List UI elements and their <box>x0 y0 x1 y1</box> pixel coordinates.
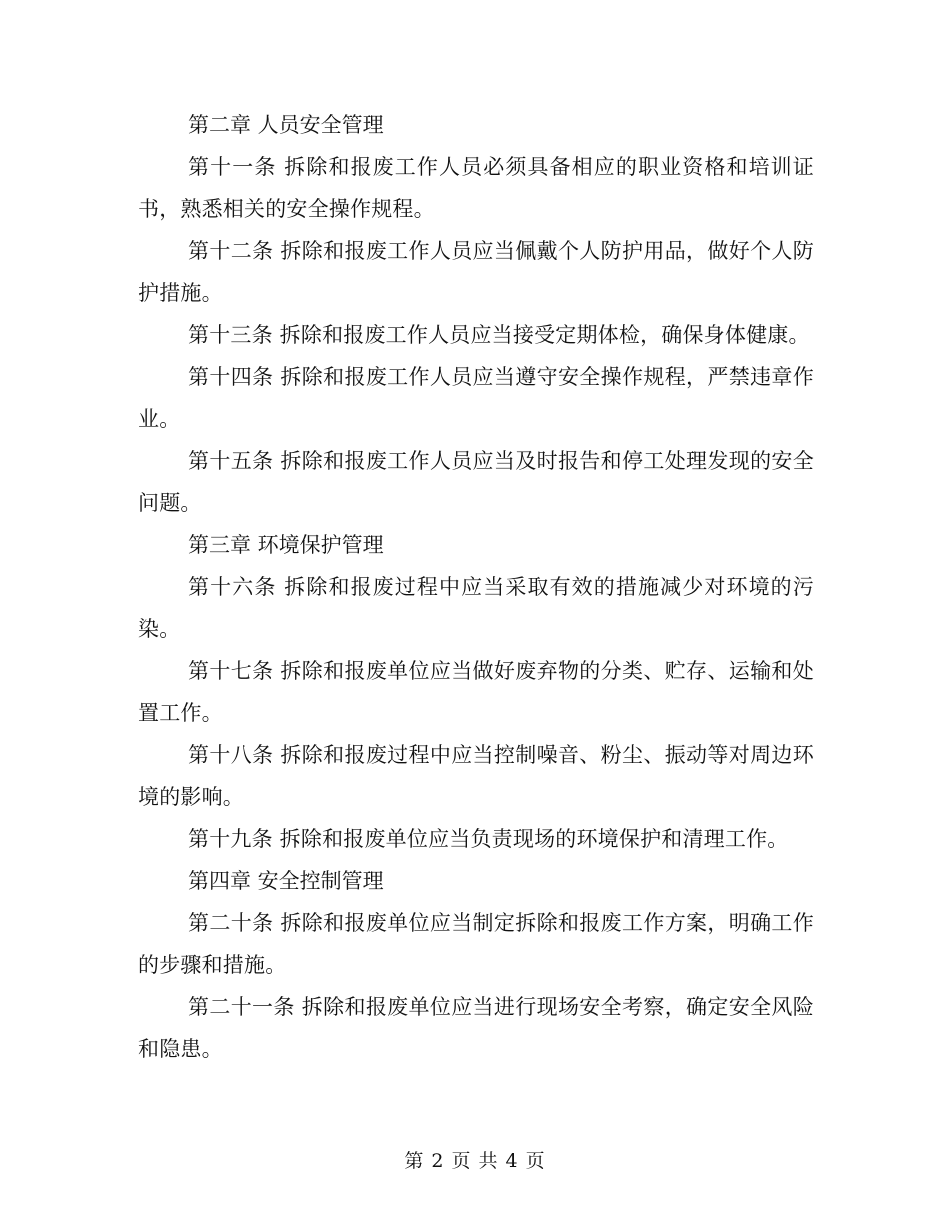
article-12: 第十二条 拆除和报废工作人员应当佩戴个人防护用品，做好个人防护措施。 <box>138 239 814 305</box>
article-15: 第十五条 拆除和报废工作人员应当及时报告和停工处理发现的安全问题。 <box>138 449 814 515</box>
article-19: 第十九条 拆除和报废单位应当负责现场的环境保护和清理工作。 <box>188 827 789 851</box>
article-13: 第十三条 拆除和报废工作人员应当接受定期体检，确保身体健康。 <box>188 323 810 347</box>
chapter-heading-3: 第三章 环境保护管理 <box>188 533 384 557</box>
chapter-heading-4: 第四章 安全控制管理 <box>188 869 384 893</box>
article-18: 第十八条 拆除和报废过程中应当控制噪音、粉尘、振动等对周边环境的影响。 <box>138 743 814 809</box>
article-20: 第二十条 拆除和报废单位应当制定拆除和报废工作方案，明确工作的步骤和措施。 <box>138 911 814 977</box>
article-17: 第十七条 拆除和报废单位应当做好废弃物的分类、贮存、运输和处置工作。 <box>138 659 814 725</box>
page-footer <box>0 1146 950 1173</box>
article-16: 第十六条 拆除和报废过程中应当采取有效的措施减少对环境的污染。 <box>138 575 814 641</box>
chapter-heading-2: 第二章 人员安全管理 <box>188 113 384 137</box>
article-21: 第二十一条 拆除和报废单位应当进行现场安全考察，确定安全风险和隐患。 <box>138 995 814 1061</box>
article-11: 第十一条 拆除和报废工作人员必须具备相应的职业资格和培训证书，熟悉相关的安全操作规程。 <box>138 155 814 221</box>
document-body <box>138 104 814 1070</box>
article-14: 第十四条 拆除和报废工作人员应当遵守安全操作规程，严禁违章作业。 <box>138 365 814 431</box>
page-indicator: 第 2 页 共 4 页 <box>404 1150 546 1172</box>
